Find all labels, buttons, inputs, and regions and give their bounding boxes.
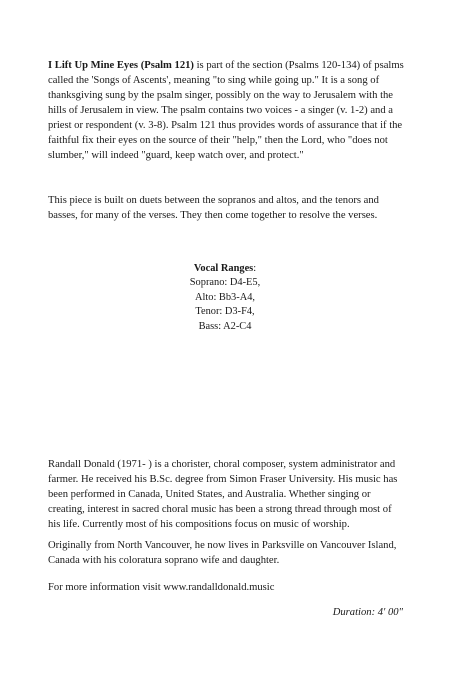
- vocal-ranges-heading: Vocal Ranges: [193, 263, 254, 274]
- range-alto: Alto: Bb3-A4,: [194, 291, 256, 303]
- duets-paragraph: This piece is built on duets between the sopranos and altos, and the tenors and basses, for many of the verses. They then come together to resolve the verses.: [48, 195, 379, 221]
- residence-paragraph: Originally from North Vancouver, he now lives in Parksville on Vancouver Island, Canada with his coloratura soprano wife and daughter.: [48, 540, 397, 566]
- range-tenor: Tenor: D3-F4,: [195, 306, 255, 318]
- intro-paragraph: [48, 58, 404, 163]
- duration-label: Duration: 4' 00": [332, 607, 403, 618]
- intro-text: is part of the section (Psalms 120-134) of psalms called the 'Songs of Ascents', meaning "to sing while going up." It is a song of thanksgiving sung by the psalm singer, possibly on the way to Jerusalem with the hills of Jerusalem in view. The psalm contains two voices - a singer (v. 1-2) and a priest or respondent (v. 3-8). Psalm 121 thus provides words of assurance that if the faithful fix their eyes on the source of their "help," then the Lord, who "does not slumber," will indeed "guard, keep watch over, and protect.": [48, 60, 404, 161]
- vocal-ranges: [125, 262, 325, 334]
- piece-title: I Lift Up Mine Eyes (Psalm 121): [48, 60, 194, 71]
- range-soprano: Soprano: D4-E5,: [189, 277, 261, 289]
- more-info-text: For more information visit www.randalldonald.music: [48, 582, 275, 593]
- vocal-ranges-colon: :: [253, 263, 257, 274]
- bio-paragraph: Randall Donald (1971- ) is a chorister, choral composer, system administrator and farmer. He received his B.Sc. degree from Simon Fraser University. His music has been performed in Canada, United States, and Australia. Whether singing or creating, interest in sacred choral music has been a strong thread through most of his life. Currently most of his compositions focus on music of worship.: [48, 459, 398, 530]
- range-bass: Bass: A2-C4: [198, 320, 252, 332]
